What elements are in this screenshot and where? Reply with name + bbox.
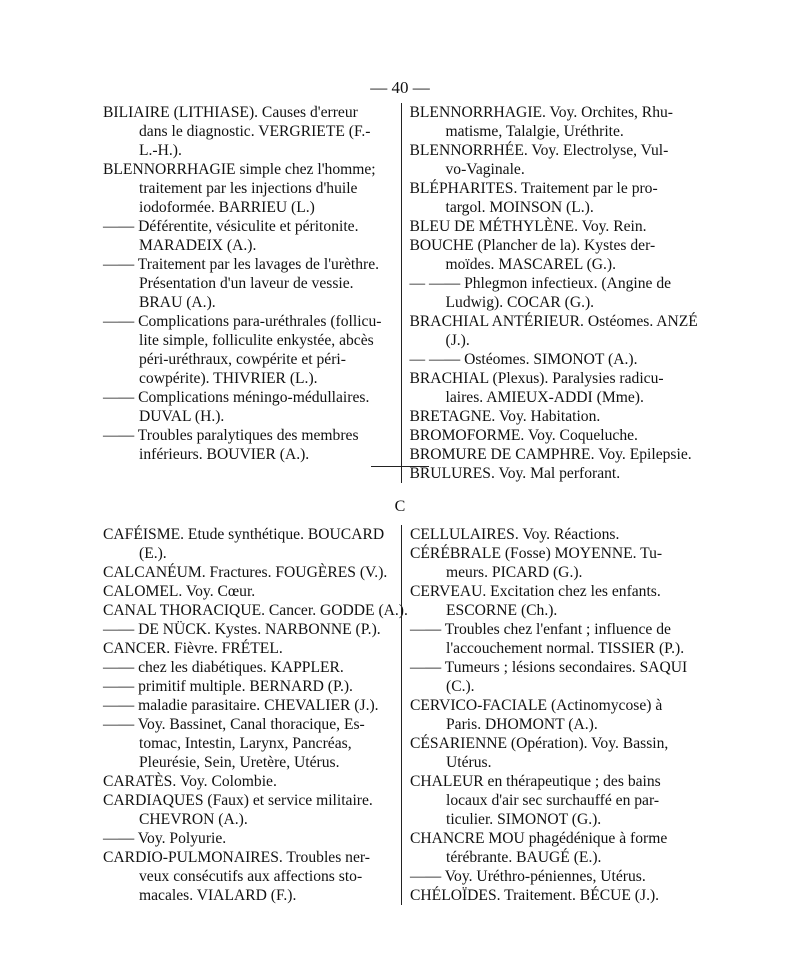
entry-line: laires. AMIEUX-ADDI (Mme).	[445, 389, 644, 406]
bottom-right-column	[401, 525, 699, 905]
entry-line: —— Déférentite, vésiculite et péritonite.	[103, 218, 359, 235]
entry-line: meurs. PICARD (G.).	[446, 564, 583, 581]
entry-line: —— Voy. Uréthro-péniennes, Utérus.	[410, 868, 646, 885]
entry-line: (E.).	[139, 545, 167, 562]
entry-line: BLENNORRHAGIE. Voy. Orchites, Rhu-	[409, 104, 673, 121]
top-left-column	[103, 103, 401, 483]
entry-line: L.-H.).	[139, 142, 182, 159]
index-entry	[402, 274, 700, 312]
entry-line: CALCANÉUM. Fractures. FOUGÈRES (V.).	[103, 564, 388, 581]
index-entry	[402, 867, 699, 886]
section-separator	[371, 466, 429, 467]
index-entry	[402, 369, 700, 407]
entry-line: iodoformée. BARRIEU (L.)	[139, 199, 315, 216]
index-entry	[103, 388, 401, 426]
section-letter: C	[394, 498, 406, 515]
entry-line: ESCORNE (Ch.).	[446, 602, 558, 619]
entry-line: CARDIO-PULMONAIRES. Troubles ner-	[103, 849, 370, 866]
entry-line: térébrante. BAUGÉ (E.).	[446, 849, 602, 866]
index-entry	[103, 696, 401, 715]
entry-line: vo-Vaginale.	[445, 161, 525, 178]
index-entry	[103, 639, 401, 658]
entry-line: BROMOFORME. Voy. Coqueluche.	[409, 427, 638, 444]
entry-line: péri-uréthraux, cowpérite et péri-	[139, 351, 346, 368]
entry-line: —— chez les diabétiques. KAPPLER.	[103, 659, 344, 676]
index-entry	[103, 848, 401, 905]
entry-line: —— primitif multiple. BERNARD (P.).	[103, 678, 353, 695]
index-entry	[103, 582, 401, 601]
index-entry	[402, 829, 699, 867]
entry-line: —— Troubles chez l'enfant ; influence de	[410, 621, 671, 638]
entry-line: —— DE NÜCK. Kystes. NARBONNE (P.).	[103, 621, 381, 638]
index-entry	[402, 696, 699, 734]
entry-line: BLENNORRHÉE. Voy. Electrolyse, Vul-	[409, 142, 669, 159]
entry-line: CERVEAU. Excitation chez les enfants.	[410, 583, 661, 600]
index-entry	[402, 217, 700, 236]
entry-line: BLENNORRHAGIE simple chez l'homme;	[103, 161, 376, 178]
entry-line: CELLULAIRES. Voy. Réactions.	[410, 526, 620, 543]
index-entry	[103, 677, 401, 696]
entry-line: veux consécutifs aux affections sto-	[139, 868, 363, 885]
entry-line: — —— Ostéomes. SIMONOT (A.).	[409, 351, 638, 368]
entry-line: CHÉLOÏDES. Traitement. BÉCUE (J.).	[410, 887, 660, 904]
entry-line: BOUCHE (Plancher de la). Kystes der-	[409, 237, 656, 254]
index-entry	[103, 160, 401, 217]
index-entry	[103, 103, 401, 160]
entry-line: inférieurs. BOUVIER (A.).	[139, 446, 310, 463]
entry-line: CANAL THORACIQUE. Cancer. GODDE (A.).	[103, 602, 408, 619]
entry-line: —— Complications méningo-médullaires.	[103, 389, 370, 406]
entry-line: (J.).	[445, 332, 470, 349]
index-entry	[103, 601, 408, 620]
index-entry	[402, 445, 700, 464]
entry-line: CERVICO-FACIALE (Actinomycose) à	[410, 697, 663, 714]
entry-line: ticulier. SIMONOT (G.).	[446, 811, 602, 828]
entry-line: —— Tumeurs ; lésions secondaires. SAQUI	[410, 659, 688, 676]
entry-line: locaux d'air sec surchauffé en par-	[446, 792, 660, 809]
entry-line: targol. MOINSON (L.).	[445, 199, 594, 216]
entry-line: CAFÉISME. Etude synthétique. BOUCARD	[103, 526, 385, 543]
entry-line: CARDIAQUES (Faux) et service militaire.	[103, 792, 373, 809]
index-entry	[103, 658, 401, 677]
index-entry	[103, 791, 401, 829]
index-entry	[402, 407, 700, 426]
index-entry	[402, 179, 700, 217]
entry-line: CÉRÉBRALE (Fosse) MOYENNE. Tu-	[410, 545, 663, 562]
index-entry	[103, 715, 401, 772]
top-section	[103, 103, 699, 483]
entry-line: Présentation d'un laveur de vessie.	[139, 275, 354, 292]
entry-line: BRACHIAL ANTÉRIEUR. Ostéomes. ANZÉ	[409, 313, 698, 330]
entry-line: traitement par les injections d'huile	[139, 180, 358, 197]
entry-line: —— Complications para-uréthrales (follicu-	[103, 313, 382, 330]
entry-line: Paris. DHOMONT (A.).	[446, 716, 598, 733]
page-number: — 40 —	[370, 78, 430, 97]
entry-line: tomac, Intestin, Larynx, Pancréas,	[139, 735, 352, 752]
entry-line: BRACHIAL (Plexus). Paralysies radicu-	[409, 370, 664, 387]
entry-line: —— Traitement par les lavages de l'urèthre.	[103, 256, 380, 273]
entry-line: MARADEIX (A.).	[139, 237, 257, 254]
entry-line: CARATÈS. Voy. Colombie.	[103, 773, 277, 790]
index-entry	[402, 236, 700, 274]
entry-line: —— maladie parasitaire. CHEVALIER (J.).	[103, 697, 379, 714]
index-entry	[402, 103, 700, 141]
index-entry	[402, 734, 699, 772]
index-entry	[103, 525, 401, 563]
entry-line: CHEVRON (A.).	[139, 811, 248, 828]
index-entry	[103, 255, 401, 312]
index-entry	[103, 426, 401, 464]
entry-line: Utérus.	[446, 754, 492, 771]
bottom-section	[103, 525, 699, 905]
entry-line: moïdes. MASCAREL (G.).	[445, 256, 617, 273]
index-entry	[402, 426, 700, 445]
entry-line: dans le diagnostic. VERGRIETE (F.-	[139, 123, 371, 140]
index-entry	[402, 350, 700, 369]
index-entry	[402, 620, 699, 658]
entry-line: CHALEUR en thérapeutique ; des bains	[410, 773, 661, 790]
index-entry	[402, 141, 700, 179]
bottom-left-column	[103, 525, 408, 905]
index-entry	[402, 886, 699, 905]
index-entry	[103, 217, 401, 255]
entry-line: (C.).	[446, 678, 475, 695]
entry-line: BRULURES. Voy. Mal perforant.	[409, 465, 621, 482]
entry-line: CALOMEL. Voy. Cœur.	[103, 583, 256, 600]
entry-line: l'accouchement normal. TISSIER (P.).	[446, 640, 685, 657]
index-entry	[103, 563, 401, 582]
index-entry	[103, 312, 401, 388]
index-entry	[402, 464, 700, 483]
top-right-column	[401, 103, 700, 483]
entry-line: BILIAIRE (LITHIASE). Causes d'erreur	[103, 104, 358, 121]
entry-line: Pleurésie, Sein, Uretère, Utérus.	[139, 754, 340, 771]
entry-line: lite simple, folliculite enkystée, abcès	[139, 332, 374, 349]
entry-line: DUVAL (H.).	[139, 408, 225, 425]
entry-line: macales. VIALARD (F.).	[139, 887, 297, 904]
entry-line: Ludwig). COCAR (G.).	[445, 294, 595, 311]
entry-line: BRAU (A.).	[139, 294, 216, 311]
entry-line: CÉSARIENNE (Opération). Voy. Bassin,	[410, 735, 669, 752]
entry-line: BLÉPHARITES. Traitement par le pro-	[409, 180, 658, 197]
index-entry	[103, 772, 401, 791]
entry-line: BROMURE DE CAMPHRE. Voy. Epilepsie.	[409, 446, 692, 463]
entry-line: CHANCRE MOU phagédénique à forme	[410, 830, 668, 847]
index-entry	[402, 772, 699, 829]
entry-line: —— Voy. Polyurie.	[103, 830, 227, 847]
entry-line: matisme, Talalgie, Uréthrite.	[445, 123, 624, 140]
entry-line: CANCER. Fièvre. FRÉTEL.	[103, 640, 283, 657]
entry-line: BLEU DE MÉTHYLÈNE. Voy. Rein.	[409, 218, 647, 235]
index-entry	[402, 525, 699, 544]
index-entry	[402, 582, 699, 620]
index-entry	[402, 312, 700, 350]
index-entry	[402, 658, 699, 696]
index-entry	[103, 620, 401, 639]
entry-line: — —— Phlegmon infectieux. (Angine de	[409, 275, 672, 292]
entry-line: —— Troubles paralytiques des membres	[103, 427, 359, 444]
entry-line: BRETAGNE. Voy. Habitation.	[409, 408, 601, 425]
index-entry	[103, 829, 401, 848]
entry-line: cowpérite). THIVRIER (L.).	[139, 370, 318, 387]
index-entry	[402, 544, 699, 582]
entry-line: —— Voy. Bassinet, Canal thoracique, Es-	[103, 716, 365, 733]
